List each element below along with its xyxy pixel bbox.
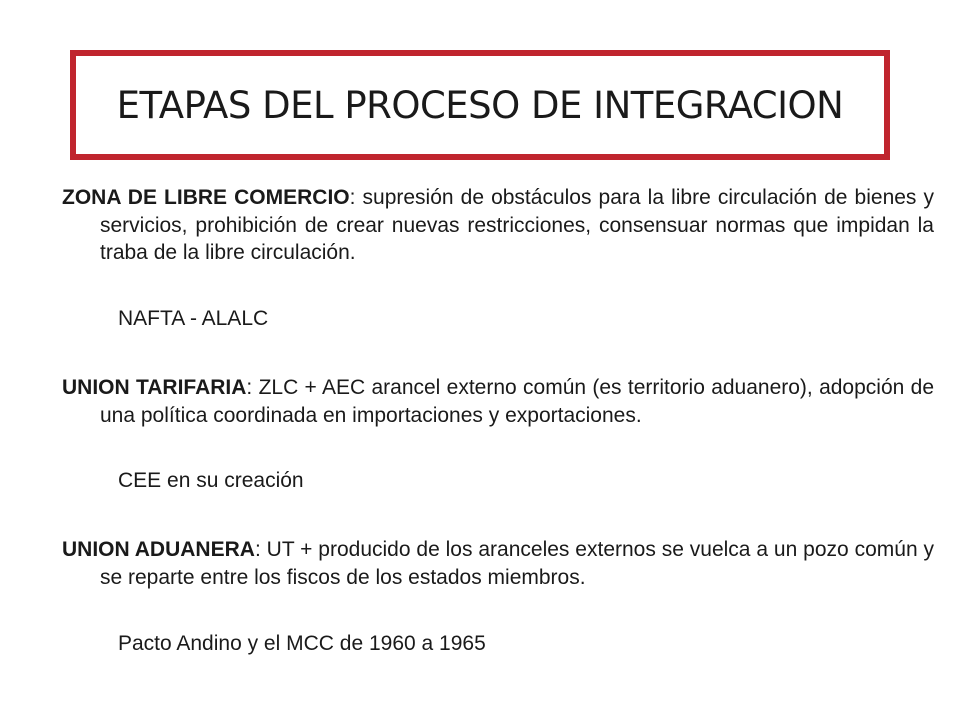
- section-term: ZONA DE LIBRE COMERCIO: [62, 186, 350, 209]
- section-example: Pacto Andino y el MCC de 1960 a 1965: [118, 632, 486, 655]
- section-tariff-union: [62, 374, 934, 429]
- section-description: : supresión de obstáculos para la libre circulación de bienes y servicios, prohibición de crear nuevas restricciones, consensuar normas que impidan la traba de la libre circulación.: [100, 186, 934, 264]
- section-example: NAFTA - ALALC: [118, 307, 269, 330]
- section-customs-union: [62, 536, 934, 591]
- section-term: UNION TARIFARIA: [62, 376, 247, 399]
- section-term: UNION ADUANERA: [62, 538, 255, 561]
- section-free-trade-zone: [62, 184, 934, 267]
- section-description: : UT + producido de los aranceles externos se vuelca a un pozo común y se reparte entre los fiscos de los estados miembros.: [100, 538, 934, 589]
- slide-title: ETAPAS DEL PROCESO DE INTEGRACION: [116, 83, 844, 127]
- section-example: CEE en su creación: [118, 469, 304, 492]
- section-description: : ZLC + AEC arancel externo común (es territorio aduanero), adopción de una política coordinada en importaciones y exportaciones.: [100, 376, 934, 427]
- slide-title-box: [70, 50, 890, 160]
